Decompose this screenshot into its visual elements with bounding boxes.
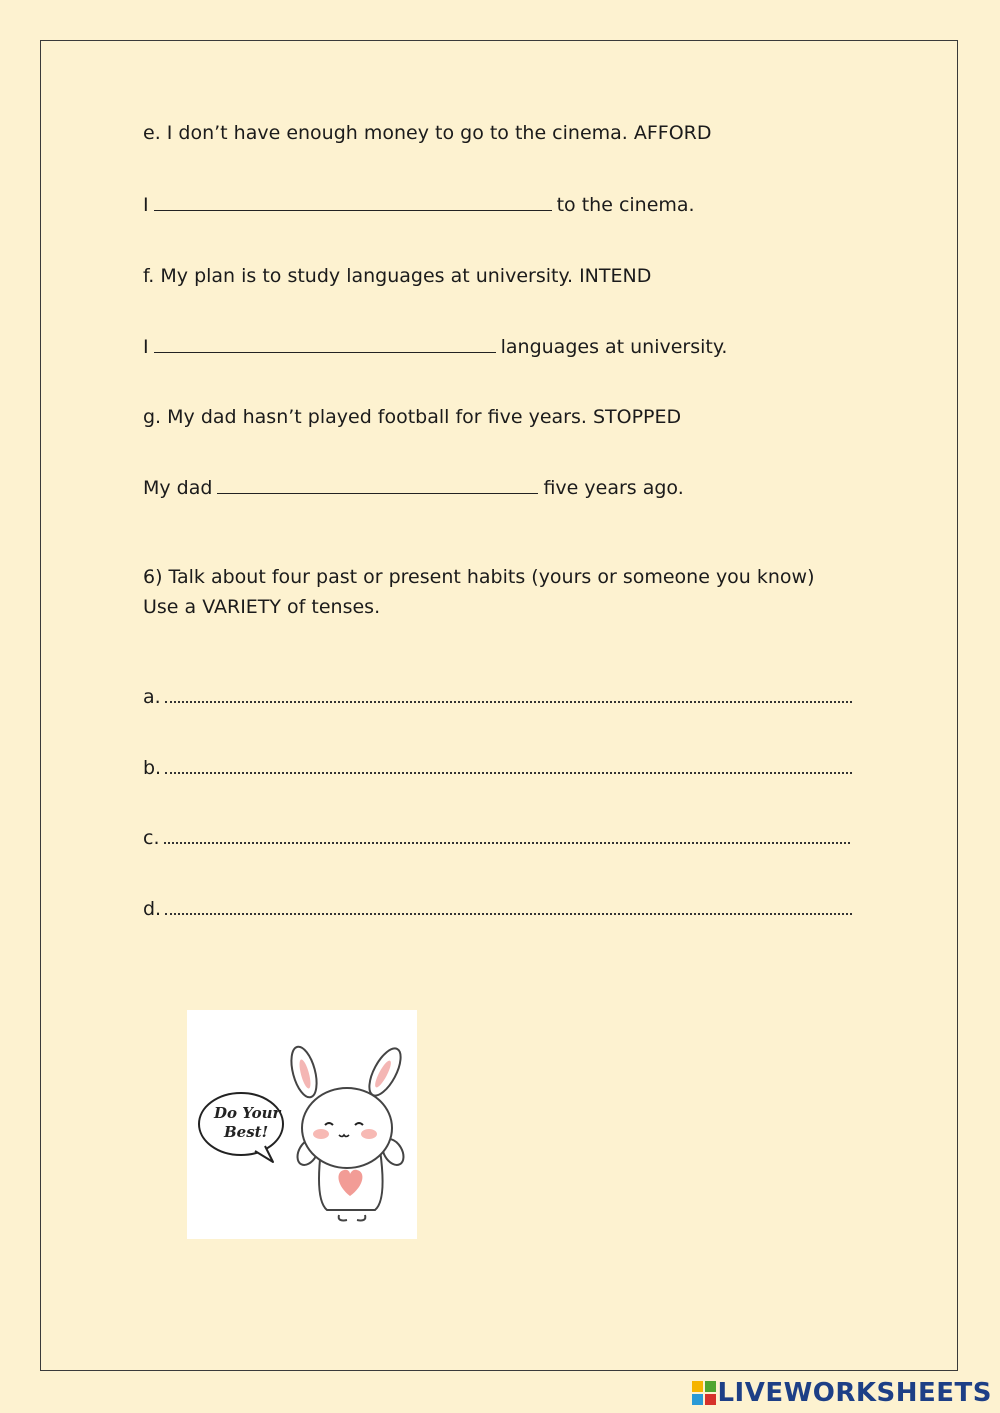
answer-end-text: five years ago.	[543, 477, 684, 499]
answer-end-text: languages at university.	[500, 336, 728, 358]
answer-e-blank[interactable]	[154, 194, 552, 211]
exercise6-instruction-2: Use a VARIETY of tenses.	[143, 596, 381, 618]
habit-answer-b-field[interactable]	[165, 758, 852, 774]
bubble-text-2: Best!	[224, 1123, 269, 1141]
bubble-text-1: Do Your	[214, 1104, 281, 1122]
question-g-answer-line	[143, 476, 684, 500]
question-f-prompt: f. My plan is to study languages at university. INTEND	[143, 265, 652, 287]
bunny-illustration	[187, 1010, 417, 1239]
answer-f-blank[interactable]	[154, 336, 496, 353]
habit-answer-d-field[interactable]	[165, 899, 852, 915]
answer-start-text: My dad	[143, 477, 213, 499]
question-e-answer-line	[143, 193, 695, 217]
question-g-prompt: g. My dad hasn’t played football for five years. STOPPED	[143, 406, 682, 428]
habit-item-a	[143, 685, 852, 709]
liveworksheets-logo	[691, 1377, 992, 1409]
question-f-answer-line	[143, 335, 727, 359]
habit-item-label: b.	[143, 757, 162, 779]
do-your-best-bunny-image	[187, 1010, 417, 1239]
exercise6-instruction-1: 6) Talk about four past or present habits (yours or someone you know)	[143, 566, 815, 588]
answer-start-text: I	[143, 336, 149, 358]
habit-item-d	[143, 897, 852, 921]
liveworksheets-logo-text: LIVEWORKSHEETS	[717, 1378, 992, 1408]
habit-answer-a-field[interactable]	[165, 687, 852, 703]
answer-start-text: I	[143, 194, 149, 216]
answer-g-blank[interactable]	[217, 477, 538, 494]
habit-answer-c-field[interactable]	[164, 828, 850, 844]
habit-item-label: d.	[143, 898, 162, 920]
question-e-prompt: e. I don’t have enough money to go to the cinema. AFFORD	[143, 122, 712, 144]
habit-item-c	[143, 826, 850, 850]
habit-item-label: a.	[143, 686, 161, 708]
answer-end-text: to the cinema.	[556, 194, 695, 216]
liveworksheets-logo-icon	[691, 1380, 717, 1406]
habit-item-label: c.	[143, 827, 160, 849]
habit-item-b	[143, 756, 852, 780]
